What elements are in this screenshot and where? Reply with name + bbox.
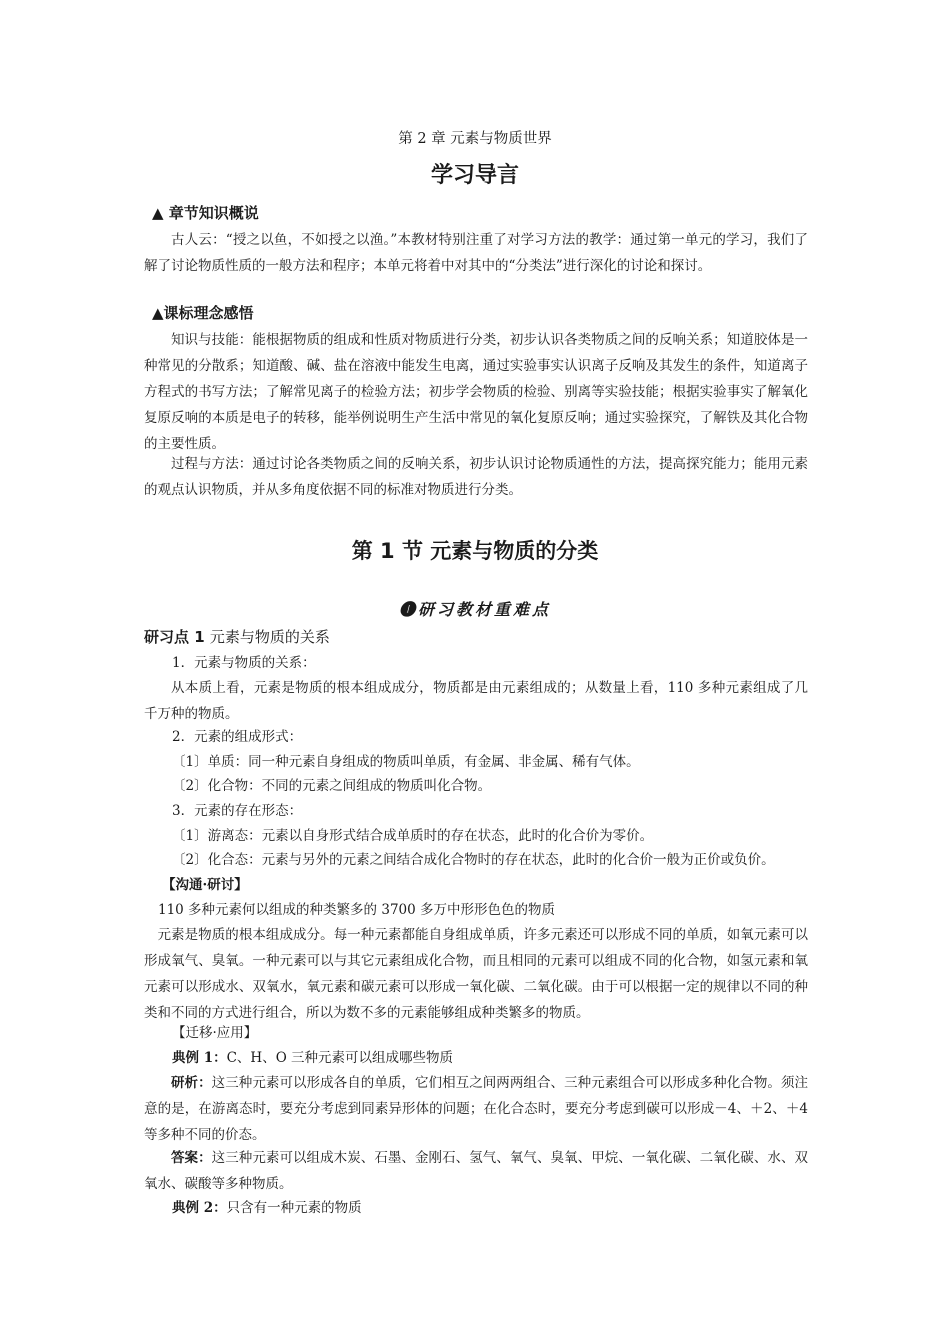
item-1-text: 从本质上看，元素是物质的根本组成成分，物质都是由元素组成的；从数量上看，110 多种元素组成了几千万种的物质。 bbox=[144, 680, 808, 722]
discussion-label: 【沟通·研讨】 bbox=[162, 877, 248, 893]
analysis-text: 这三种元素可以形成各自的单质，它们相互之间两两组合、三种元素组合可以形成多种化合物。须注意的是，在游离态时，要充分考虑到同素异形体的问题；在化合态时，要充分考虑到碳可以形成－4、＋2、＋4 等多种不同的价态。 bbox=[144, 1075, 809, 1143]
item-3-b: 〔2〕化合态：元素与另外的元素之间结合成化合物时的存在状态，此时的化合价一般为正价或负价。 bbox=[172, 852, 775, 868]
example-1-label: 典例 1： bbox=[172, 1050, 227, 1066]
guide-heading: 学习导言 bbox=[430, 163, 519, 188]
analysis-label: 研析： bbox=[171, 1075, 212, 1091]
study-point-title: 元素与物质的关系 bbox=[209, 628, 330, 646]
example-1 bbox=[172, 1045, 808, 1071]
example-1-text: C、H、O 三种元素可以组成哪些物质 bbox=[226, 1050, 454, 1066]
study-point-heading bbox=[144, 624, 808, 650]
key-points-heading: ❶研习教材重难点 bbox=[398, 600, 551, 619]
example-2-label: 典例 2： bbox=[172, 1200, 227, 1216]
analysis-paragraph bbox=[144, 1070, 808, 1148]
example-2-text: 只含有一种元素的物质 bbox=[226, 1200, 362, 1216]
item-3-heading: 3．元素的存在形态： bbox=[172, 803, 303, 819]
discussion-answer: 元素是物质的根本组成成分。每一种元素都能自身组成单质，许多元素还可以形成不同的单质，如氧元素可以形成氧气、臭氧。一种元素可以与其它元素组成化合物，而且相同的元素可以组成不同的化合物，如氢元素和氧元素可以形成水、双氧水，氧元素和碳元素可以形成一氧化碳、二氧化碳。由于可以根据一定的规律以不同的种类和不同的方式进行组合，所以为数不多的元素能够组成种类繁多的物质。 bbox=[144, 927, 808, 1021]
overview-paragraph: 古人云：“授之以鱼，不如授之以渔。”本教材特别注重了对学习方法的教学：通过第一单元的学习，我们了解了讨论物质性质的一般方法和程序；本单元将着中对其中的“分类法”进行深化的讨论和探讨。 bbox=[144, 232, 808, 274]
application-label: 【迁移·应用】 bbox=[172, 1025, 258, 1041]
study-point-label: 研习点 1 bbox=[144, 628, 210, 646]
answer-label: 答案： bbox=[171, 1150, 212, 1166]
item-2-heading: 2．元素的组成形式： bbox=[172, 729, 303, 745]
concepts-paragraph-1: 知识与技能：能根据物质的组成和性质对物质进行分类，初步认识各类物质之间的反响关系；知道胶体是一种常见的分散系；知道酸、碱、盐在溶液中能发生电离，通过实验事实认识离子反响及其发生的条件，知道离子方程式的书写方法；了解常见离子的检验方法；初步学会物质的检验、别离等实验技能；根据实验事实了解氧化复原反响的本质是电子的转移，能举例说明生产生活中常见的氧化复原反响；通过实验探究，了解铁及其化合物的主要性质。 bbox=[144, 332, 808, 452]
concepts-paragraph-2: 过程与方法：通过讨论各类物质之间的反响关系，初步认识讨论物质通性的方法，提高探究能力；能用元素的观点认识物质，并从多角度依据不同的标准对物质进行分类。 bbox=[144, 456, 808, 498]
section-title: 第 1 节 元素与物质的分类 bbox=[351, 539, 599, 563]
item-3-a: 〔1〕游离态：元素以自身形式结合成单质时的存在状态，此时的化合价为零价。 bbox=[172, 828, 654, 844]
overview-heading: ▲ 章节知识概说 bbox=[152, 204, 259, 222]
concepts-heading: ▲课标理念感悟 bbox=[152, 304, 254, 322]
answer-text: 这三种元素可以组成木炭、石墨、金刚石、氢气、氧气、臭氧、甲烷、一氧化碳、二氧化碳、水、双氧水、碳酸等多种物质。 bbox=[144, 1150, 809, 1192]
answer-paragraph bbox=[144, 1145, 808, 1197]
example-2 bbox=[172, 1195, 808, 1221]
chapter-title: 第 2 章 元素与物质世界 bbox=[398, 131, 552, 147]
item-2-a: 〔1〕单质：同一种元素自身组成的物质叫单质，有金属、非金属、稀有气体。 bbox=[172, 754, 640, 770]
discussion-question: 110 多种元素何以组成的种类繁多的 3700 多万中形形色色的物质 bbox=[158, 902, 555, 918]
item-2-b: 〔2〕化合物：不同的元素之间组成的物质叫化合物。 bbox=[172, 778, 492, 794]
item-1-heading: 1．元素与物质的关系： bbox=[172, 655, 316, 671]
